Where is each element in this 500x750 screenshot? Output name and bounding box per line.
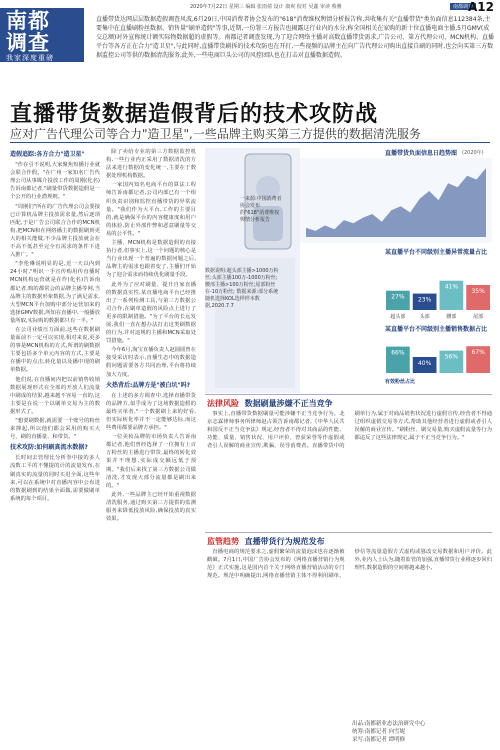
body-paragraph: "作在引不说明,大家聚焦短播行业就会联合作假。"在广州一家知名广告代理公司从事媒介投放工作的周刚(化名)告诉南都记者,"刷量带货数据造假是一个公开的行业潜规则。" (10, 162, 100, 201)
body-paragraph: 今年6月,淘宝直播负责人赵圆圆曾在接受采访时表示,直播生态中的数据造假问题需要各方共同治理,平台将持续加大力度。 (106, 347, 196, 378)
law-title: 数据刷量涉嫌不正当竞争 (244, 399, 333, 408)
credits (352, 720, 492, 744)
regulation-heading (207, 536, 325, 547)
body-paragraph: 主播、MCN机构是数据造假的直接执行者,但事实上,这一个问题的核心是当行业出现一个普遍的数据问题之后,品牌主的需求也跟着变了,主播们开始为了迎合需求而持续优化刷量手段。 (106, 240, 196, 279)
trend-chart-year: (2020年) (462, 150, 484, 156)
section-question: 造假追踪:各方合力"造卫星" (10, 151, 85, 158)
body-paragraph: 一家国内知名电商平台的算法工程师告诉南都记者,公司内部已有一个组织负责识别和监控直播带货的异常流量。"我们作为大平台,工作的主要目的,就是确保平台的内容健康度和用户的体验,防止外部作弊和恶意刷量等交易的公平性。" (106, 182, 196, 237)
trend-chart (300, 158, 492, 243)
credit-line-3: 采写:南都记者 谭明修 (352, 737, 406, 743)
credit-line-1: 出品:南都新业态法治研究中心 (352, 721, 426, 727)
law-body-text: 事实上,直播带货数据刷量可能涉嫌不正当竞争行为。北京志霖律师事务所律师赵占领告诉南都记者,《中华人民共和国反不正当竞争法》规定,经营者不得对其商品的性能、功能、质量、销售状况、用户评价、曾获荣誉等作虚假或者引人误解的商业宣传,欺骗、误导消费者。直播带货中的刷单行为,属于对商品销售状况进行虚假宣传,经营者不得通过组织虚假交易等方式,帮助其他经营者进行虚假或者引人误解的商业宣传。"刷粉丝、刷交易量,购买虚假流量等行为都违反了这些法律规定,属于不正当竞争行为。" (207, 411, 492, 450)
sales-bar-label: 66% (391, 349, 405, 357)
masthead-tagline: 我家深度重磅 (6, 54, 54, 62)
date-line: 2020年7月22日 星期三 编辑 张雨倩 设计 康爽 校对 吴鑫 审读 蔡雅 (190, 4, 342, 10)
headline-rule (10, 142, 490, 143)
body-paragraph: 此外,一些品牌主已经开始重视数据清洗服务,通过购买第三方提供的监测服务来降低投放风险,确保投放的真实效果。 (106, 491, 196, 523)
traffic-category-label: 超头部 (390, 314, 406, 320)
body-paragraph: "李伦琳说明显的是,近一天以内到24小时,"明识一手宣传购用传直播时MCN机构运营就是在作(化名)告诉南都记者,购的都常会的品牌主播等网,当品牌主的数据形象数据,为了满足需求,大型MCN平台加购中部分运营加来的选择GMV数据,所知在直播中,一般播放量所取,实际购的数据都只有一半。" (10, 261, 100, 324)
regulation-body-text: 直播电商的规范要求之,虚假繁荣的流量泡沫也在逐渐被戳破。7月1日,中国广告协会发布的《网络直播营销行为规范》正式实施,这是国内首个关于网络直播营销活动的专门规范。规范中明确提出,网络直播营销主体不得利用刷单、炒信等流量造假方式虚构或篡改交易数据和用户评价。此外,业内人士认为,随着监管的加强,直播带货行业将逐步回归理性,数据造假的空间将越来越小。 (207, 549, 492, 580)
traffic-bar-label: 23% (417, 296, 432, 304)
body-paragraph: 在公司业绩压力面前,这些在数据刷量面前不一定可以实现,相对来说,更多的事是MCN机构的方式,所谓的刷数据主要包括多个单元内容的方式,主要是在播中的点击,转化量以及播中现的刷单数据。 (10, 326, 100, 374)
body-paragraph: 在上述的多方调查中,选择直播带货的品牌方,似乎成为了这场数据造假的最终买单者,"一个数据刷上来的好看,但实际转化率并不一定能够达标,而这些费用都要品牌方承担。" (106, 392, 196, 432)
body-paragraph: 一位美妆品牌的市场负责人告诉南都记者,他们曾经选择了一位拥有上百万粉丝的主播进行带货,最终的转化效果并不理想,实际成交额远低于预期。"我们后来找了第三方数据公司做清洗,才发现大部分流量都是刷出来的。" (106, 434, 196, 489)
traffic-chart (385, 256, 492, 320)
body-paragraph: 除了卖给专业的第三方数据监控机构,一些行业内正采用了数据清洗的方法来进行数据的变化统一,主要在于数据处理机构数据。 (106, 149, 196, 180)
sales-bar-label: 40% (417, 360, 432, 367)
traffic-category-label: 尾部 (473, 314, 484, 320)
section-question: 技术攻防:如何刷真流水数据? (10, 444, 88, 452)
trend-area (306, 168, 486, 237)
body-paragraph: "周刚们"所在的广告代理公司会要接已计算机品牌主投放需求量,然后逐项匹配,于是广告公司联合合作的MCN机构,把MCN和在网络播主的数据刷到更大的相关能做,不少品牌主投放就会在不高不低甚至完全有需求的条件下进入推广。" (10, 203, 100, 259)
body-paragraph: 他们说,在直播间内把以前销售收销数据展现形式在全部的开放人们流量中刷成的结果,越来越不容易一直的,这主要是在说一个以刷单交易为主的数据形式了。 (10, 376, 100, 415)
law-divider (205, 394, 492, 395)
regulation-tag: 监管趋势 (207, 537, 239, 546)
traffic-bar-label: 35% (471, 288, 485, 295)
body-paragraph: 长时间去管理比分析拳中接的多人流数工平的不懂提的计的流量发布,在刷真实的流量的同时买进全面,这些年来,可以在系统中对直播内容中公布进的数据刷到的结果全面做,需要做刷单系统的每个项目。 (10, 455, 100, 502)
body-paragraph: "想要刷数据,就需要一个账号的粉丝来撑起,所以他们都会采用的购买大号、刷的直播量、和带货。" (10, 418, 100, 441)
credit-line-2: 统筹:南都记者 向雪妮 (352, 729, 406, 735)
article-column-2 (106, 148, 196, 745)
article-column-1 (10, 148, 100, 745)
section-question: 火热背后:品牌方是"被白坑"吗? (106, 381, 191, 389)
masthead-line2: 调查 (6, 31, 50, 55)
masthead-logo (0, 8, 84, 62)
page-number: A12 (468, 0, 494, 14)
section-tag: 南都调查 (450, 3, 476, 10)
sales-chart (385, 333, 492, 375)
traffic-bar-label: 41% (444, 283, 459, 291)
body-paragraph: 此外为了应对刷量、提升自家直播的数据真实性,某直播电商平台已经推出了一系列检测工具,与第三方数据公司合作,在刷单造假的风险点上进行了更多的限制措施。"为了平台的长远发展,我们一直在想办法打击这类刷数据的行为,并对违规的主播和MCN采取处罚措施。" (106, 281, 196, 345)
law-heading (207, 398, 333, 409)
traffic-category-label: 腰部 (446, 314, 457, 320)
law-tag: 法律风险 (207, 399, 239, 408)
subheadline: 应对广告代理公司等合力"造卫星",一些品牌主购买第三方提供的数据清洗服务 (10, 127, 421, 141)
sales-chart-footnote: 有效粉丝占比 (385, 379, 416, 385)
regulation-divider (205, 532, 492, 533)
regulation-body (207, 548, 492, 718)
headline: 直播带货数据造假背后的技术攻防战 (10, 101, 379, 127)
lead-paragraph: 直播带货达网层层数据造假调查风波,6月29日,中国消费者协会发布的"618"消费维权舆情分析报告称,共收集有关"直播带货"类负面信息112384条,主要集中在直播刷粉丝数据、销售量"刷单造假"等事,近期,一份署三方报告也揭露这行业内的水分,称全国相关在家购的新十位直播电商主播,5月GMV(成交总额)对外宣称统计额实际物数据超的虚假等。南都记者调查发现,为了迎合网络主播对高数直播带货需求,广告公司、第方代理公司、MCN机构、直播平台等各方正在合力"造卫星",与此同时,直播带货刷拆的技术攻防也在开打,一些视频的品牌主在向广告代理公司购出直接自刷的同时,也会向买第三方数据监控公司等供的数据清洗服务,此外,一些电商巨头公司的风控团队也在打击对直播数据造假。 (96, 16, 495, 59)
masthead-line1: 南都 (6, 9, 50, 33)
trend-chart-title: 直播带货负面信息日趋势图 (385, 150, 458, 157)
law-body (207, 410, 492, 528)
sales-bar-label: 56% (444, 353, 459, 361)
traffic-bar-label: 27% (391, 293, 405, 301)
regulation-title: 直播带货行为规范发布 (244, 537, 325, 546)
sales-bar-label: 67% (471, 349, 485, 357)
traffic-chart-title: 某直播平台不同级别主播异常流量占比 (385, 249, 488, 256)
figure-caption-source: 一来源:中国消费者协会发布的"618"消费维权舆情分析报告 (240, 196, 282, 223)
traffic-category-label: 头部 (419, 314, 430, 320)
sales-chart-title: 某直播平台不同级别主播销售数据占比 (385, 326, 488, 333)
figure-caption-notes: 数据说明:超头部主播>1000万粉丝;头部主播100万-1000万粉丝;腰部主播>100万粉丝;尾部粉丝在-10万粉丝; 数据来源:部分系统随机选择KOL选样样本数据,2020.7.7 (205, 268, 279, 309)
